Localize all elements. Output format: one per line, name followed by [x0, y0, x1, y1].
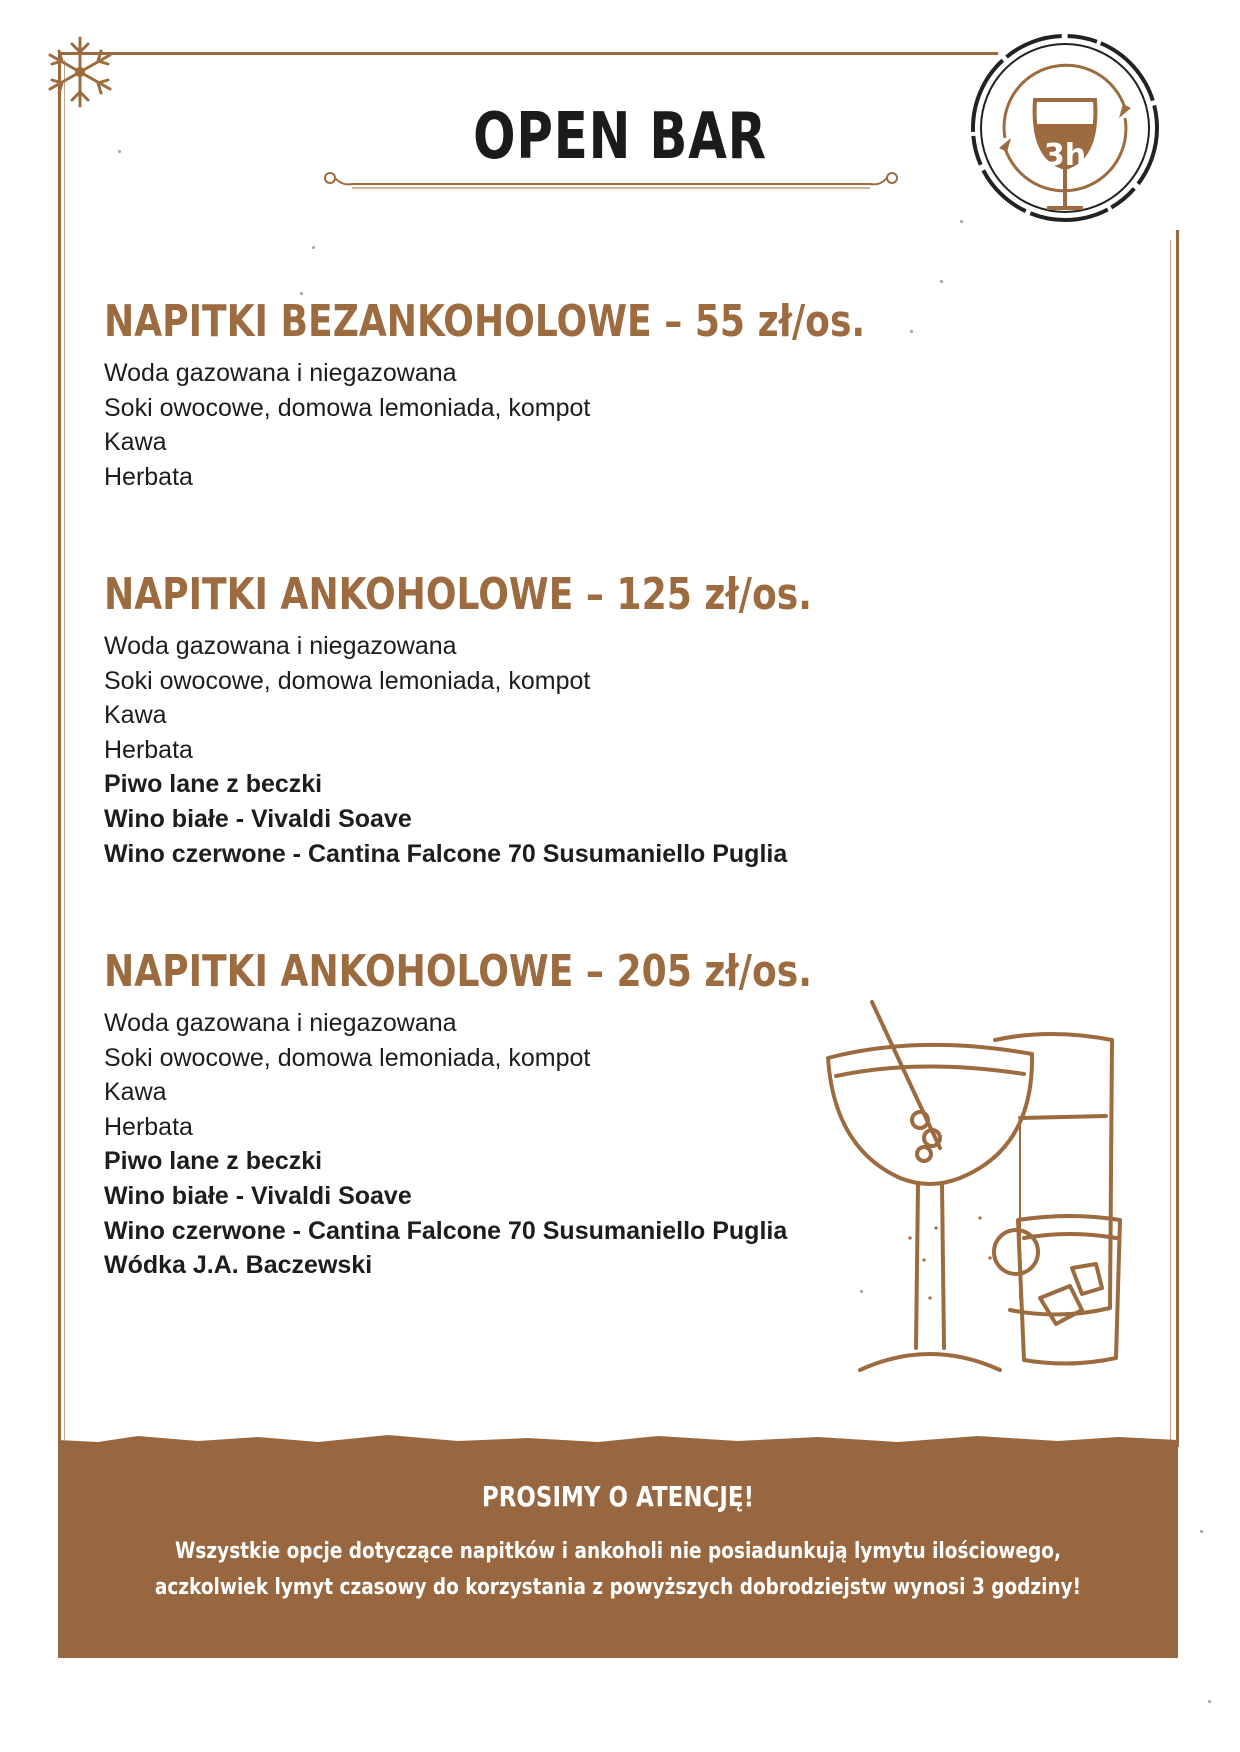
list-item: Wódka J.A. Baczewski [104, 1251, 373, 1280]
notice-text [148, 1534, 1089, 1606]
list-item: Kawa [104, 701, 167, 730]
decorative-speck [300, 292, 303, 295]
frame-right [1176, 230, 1179, 1447]
decorative-speck [960, 220, 963, 223]
list-item: Woda gazowana i niegazowana [104, 359, 457, 387]
title-underline [322, 168, 900, 192]
notice-line: Wszystkie opcje dotyczące napitków i ankoholi nie posiadunkują lymytu ilościowego, [175, 1539, 1061, 1564]
list-item: Herbata [104, 462, 193, 491]
badge-label: 3h [1043, 138, 1087, 173]
list-item: Soki owocowe, domowa lemoniada, kompot [104, 666, 591, 695]
decorative-speck [860, 1290, 863, 1293]
list-item: Piwo lane z beczki [104, 1147, 323, 1176]
frame-right-inner [1170, 240, 1171, 1440]
list-item: Piwo lane z beczki [104, 770, 323, 799]
section-heading: NAPITKI BEZANKOHOLOWE – 55 zł/os. [104, 296, 866, 347]
list-item: Kawa [104, 1078, 167, 1107]
decorative-speck [312, 246, 315, 249]
decorative-speck [1200, 1530, 1203, 1533]
list-item: Kawa [104, 428, 167, 457]
list-item: Wino czerwone - Cantina Falcone 70 Susumaniello Puglia [104, 1216, 788, 1245]
frame-left-inner [64, 60, 65, 1440]
section-heading: NAPITKI ANKOHOLOWE – 205 zł/os. [104, 946, 812, 997]
list-item: Herbata [104, 735, 193, 764]
frame-top [58, 52, 998, 55]
list-item: Herbata [104, 1112, 193, 1141]
snowflake-icon [40, 32, 120, 112]
cocktail-glasses-illustration [820, 998, 1140, 1388]
decorative-speck [910, 330, 913, 333]
decorative-speck [118, 150, 121, 153]
decorative-speck [940, 280, 943, 283]
notice-box [58, 1442, 1178, 1658]
section-heading: NAPITKI ANKOHOLOWE – 125 zł/os. [104, 569, 812, 620]
notice-title: PROSIMY O ATENCJĘ! [481, 1480, 755, 1513]
section-alcoholic-205 [104, 944, 884, 1283]
section-non-alcoholic [104, 294, 884, 494]
list-item: Wino białe - Vivaldi Soave [104, 1181, 412, 1210]
page-title: OPEN BAR [473, 100, 767, 174]
section-alcoholic-125 [104, 567, 884, 871]
list-item: Woda gazowana i niegazowana [104, 632, 457, 660]
notice-line: aczkolwiek lymyt czasowy do korzystania z powyższych dobrodziejstw wynosi 3 godziny! [154, 1575, 1082, 1600]
list-item: Wino białe - Vivaldi Soave [104, 804, 412, 833]
list-item: Soki owocowe, domowa lemoniada, kompot [104, 393, 591, 422]
list-item: Wino czerwone - Cantina Falcone 70 Susumaniello Puglia [104, 839, 788, 868]
list-item: Soki owocowe, domowa lemoniada, kompot [104, 1043, 591, 1072]
decorative-speck [1208, 1700, 1211, 1703]
frame-left [58, 52, 61, 1447]
list-item: Woda gazowana i niegazowana [104, 1009, 457, 1037]
